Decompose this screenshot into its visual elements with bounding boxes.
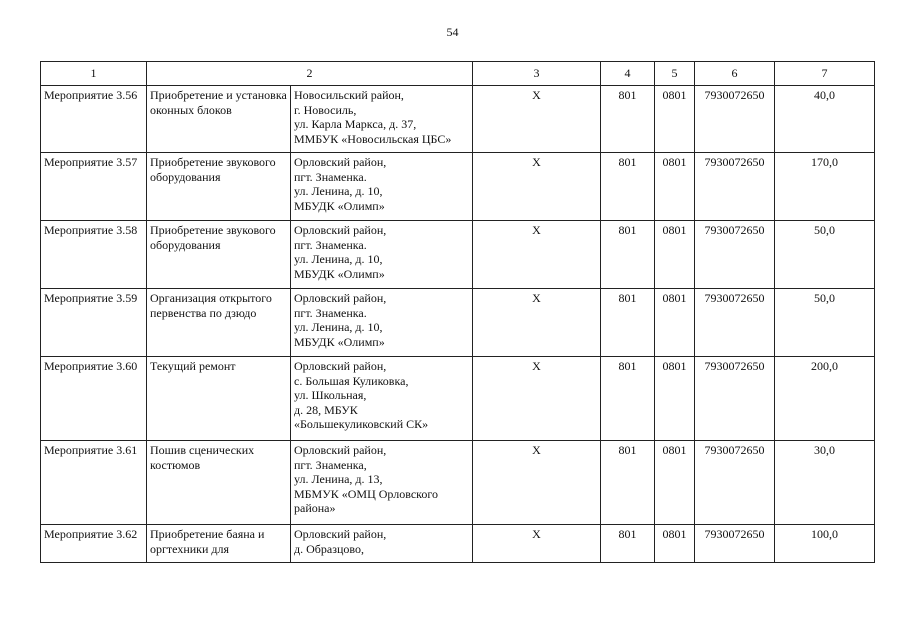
column-3-cell: X	[473, 357, 601, 441]
column-4-cell: 801	[601, 357, 655, 441]
address-cell	[291, 289, 473, 357]
table-row	[41, 221, 875, 289]
column-5-cell: 0801	[655, 357, 695, 441]
column-4-cell: 801	[601, 441, 655, 525]
address-cell	[291, 441, 473, 525]
column-3-cell: X	[473, 289, 601, 357]
address-line: пгт. Знаменка.	[294, 237, 367, 252]
header-cell: 4	[601, 62, 655, 86]
address-line: Орловский район,	[294, 443, 387, 457]
table-row	[41, 153, 875, 221]
table-row	[41, 441, 875, 525]
address-line: пгт. Знаменка,	[294, 457, 367, 472]
address-line: ул. Ленина, д. 10,	[294, 320, 383, 334]
column-4-cell: 801	[601, 86, 655, 153]
address-line: Орловский район,	[294, 359, 387, 373]
column-3-cell: X	[473, 525, 601, 563]
address-cell	[291, 357, 473, 441]
column-5-cell: 0801	[655, 153, 695, 221]
address-cell	[291, 525, 473, 563]
column-6-cell: 7930072650	[695, 153, 775, 221]
address-line: МБМУК «ОМЦ Орловского	[294, 486, 438, 501]
column-5-cell: 0801	[655, 86, 695, 153]
header-cell: 7	[775, 62, 875, 86]
column-7-cell: 50,0	[775, 221, 875, 289]
event-id-cell: Мероприятие 3.60	[41, 357, 147, 441]
address-line: «Большекуликовский СК»	[294, 417, 429, 431]
event-id-cell: Мероприятие 3.58	[41, 221, 147, 289]
column-4-cell: 801	[601, 525, 655, 563]
address-line: МБУДК «Олимп»	[294, 198, 385, 213]
column-5-cell: 0801	[655, 221, 695, 289]
column-5-cell: 0801	[655, 441, 695, 525]
column-6-cell: 7930072650	[695, 221, 775, 289]
address-cell	[291, 86, 473, 153]
address-line: пгт. Знаменка.	[294, 305, 367, 320]
address-line: ул. Ленина, д. 13,	[294, 472, 383, 486]
column-6-cell: 7930072650	[695, 525, 775, 563]
address-line: МБУДК «Олимп»	[294, 334, 385, 349]
event-id-cell: Мероприятие 3.57	[41, 153, 147, 221]
address-line: района»	[294, 501, 336, 515]
column-7-cell: 170,0	[775, 153, 875, 221]
column-5-cell: 0801	[655, 525, 695, 563]
header-cell: 2	[147, 62, 473, 86]
address-line: МБУДК «Олимп»	[294, 266, 385, 281]
header-cell: 3	[473, 62, 601, 86]
event-name-cell: Пошив сценических костюмов	[147, 441, 291, 525]
event-id-cell: Мероприятие 3.56	[41, 86, 147, 153]
event-name-cell: Приобретение звукового оборудования	[147, 153, 291, 221]
column-4-cell: 801	[601, 221, 655, 289]
event-id-cell: Мероприятие 3.59	[41, 289, 147, 357]
address-line: г. Новосиль,	[294, 102, 357, 117]
column-6-cell: 7930072650	[695, 357, 775, 441]
event-name-cell: Приобретение звукового оборудования	[147, 221, 291, 289]
address-line: ул. Ленина, д. 10,	[294, 252, 383, 266]
header-cell: 6	[695, 62, 775, 86]
column-6-cell: 7930072650	[695, 289, 775, 357]
address-line: Орловский район,	[294, 291, 387, 305]
event-name-cell: Приобретение и установка оконных блоков	[147, 86, 291, 153]
event-id-cell: Мероприятие 3.61	[41, 441, 147, 525]
event-name-cell: Организация открытого первенства по дзюдо	[147, 289, 291, 357]
table-row	[41, 289, 875, 357]
column-7-cell: 30,0	[775, 441, 875, 525]
header-cell: 5	[655, 62, 695, 86]
column-4-cell: 801	[601, 153, 655, 221]
column-7-cell: 40,0	[775, 86, 875, 153]
address-line: ул. Карла Маркса, д. 37,	[294, 117, 417, 131]
address-line: Орловский район,	[294, 527, 387, 541]
column-6-cell: 7930072650	[695, 441, 775, 525]
event-name-cell: Приобретение баяна и оргтехники для	[147, 525, 291, 563]
column-7-cell: 100,0	[775, 525, 875, 563]
address-line: Новосильский район,	[294, 88, 404, 102]
budget-table	[40, 61, 875, 563]
address-line: ул. Школьная,	[294, 388, 367, 402]
column-3-cell: X	[473, 86, 601, 153]
header-cell: 1	[41, 62, 147, 86]
column-5-cell: 0801	[655, 289, 695, 357]
address-line: с. Большая Куликовка,	[294, 373, 409, 388]
column-3-cell: X	[473, 441, 601, 525]
table-row	[41, 357, 875, 441]
address-line: Орловский район,	[294, 223, 387, 237]
column-4-cell: 801	[601, 289, 655, 357]
event-name-cell: Текущий ремонт	[147, 357, 291, 441]
table-row	[41, 525, 875, 563]
column-7-cell: 200,0	[775, 357, 875, 441]
address-line: ММБУК «Новосильская ЦБС»	[294, 131, 452, 146]
event-id-cell: Мероприятие 3.62	[41, 525, 147, 563]
address-cell	[291, 221, 473, 289]
address-line: пгт. Знаменка.	[294, 169, 367, 184]
column-3-cell: X	[473, 221, 601, 289]
address-line: Орловский район,	[294, 155, 387, 169]
address-cell	[291, 153, 473, 221]
column-6-cell: 7930072650	[695, 86, 775, 153]
page-number: 54	[446, 25, 459, 39]
header-row	[41, 62, 875, 86]
address-line: ул. Ленина, д. 10,	[294, 184, 383, 198]
address-line: д. Образцово,	[294, 541, 364, 556]
address-line: д. 28, МБУК	[294, 402, 358, 417]
column-3-cell: X	[473, 153, 601, 221]
table-row	[41, 86, 875, 153]
column-7-cell: 50,0	[775, 289, 875, 357]
